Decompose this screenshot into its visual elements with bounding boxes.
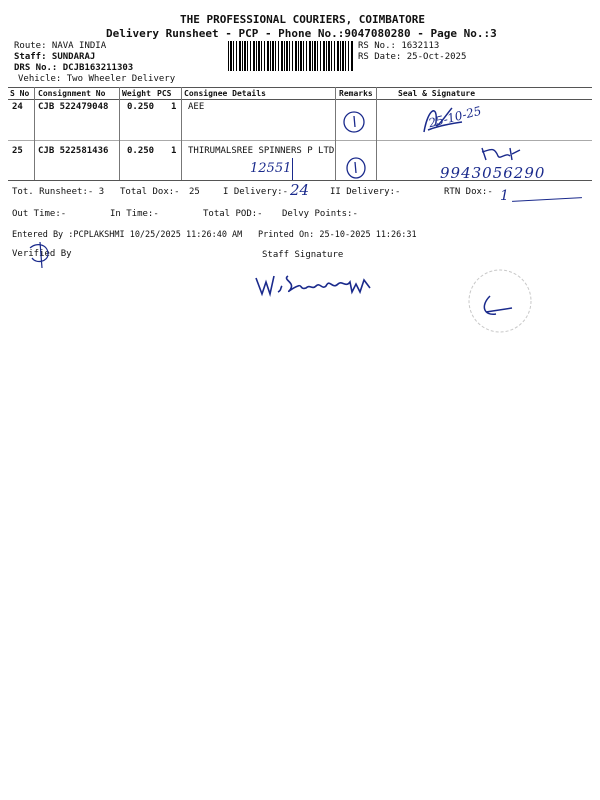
row-sno: 25 [12, 146, 23, 156]
row-sno: 24 [12, 102, 23, 112]
staff-label: Staff: SUNDARAJ [14, 52, 96, 62]
company-title: THE PROFESSIONAL COURIERS, COIMBATORE [180, 13, 426, 26]
handwritten-date: 25-10-25 [427, 103, 483, 131]
row-consignment: CJB 522581436 [38, 146, 109, 156]
col-header-signature: Seal & Signature [398, 89, 476, 98]
table-top-border [8, 87, 592, 88]
col-divider [34, 87, 35, 180]
staff-signature-label: Staff Signature [262, 250, 344, 260]
col-divider [119, 87, 120, 180]
row-consignee: AEE [188, 102, 205, 112]
total-dox-value: 25 [189, 187, 200, 197]
verified-by-label: Verified By [12, 249, 72, 259]
handwritten-i-delivery: 24 [290, 181, 310, 199]
handwritten-phone: 9943056290 [440, 164, 546, 182]
entered-by: Entered By :PCPLAKSHMI 10/25/2025 11:26:40 AM [12, 230, 243, 240]
col-header-weight: Weight [122, 89, 151, 98]
runsheet-subtitle: Delivery Runsheet - PCP - Phone No.:9047080280 - Page No.:3 [106, 27, 497, 40]
signature-scribble [478, 142, 528, 164]
drs-number: DRS No.: DCJB163211303 [14, 63, 134, 73]
row-weight: 0.250 [127, 102, 155, 112]
rs-number: RS No.: 1632113 [358, 41, 440, 51]
handwritten-stroke [512, 197, 582, 202]
col-header-pcs: PCS [157, 89, 172, 98]
total-dox-label: Total Dox:- [120, 187, 180, 197]
handwritten-receipt: 12551 [250, 161, 292, 176]
staff-signature-scribble [252, 266, 382, 300]
verifier-mark-icon [22, 238, 58, 270]
out-time-label: Out Time:- [12, 209, 67, 219]
col-divider [376, 87, 377, 180]
row-weight: 0.250 [127, 146, 155, 156]
stamp-seal-icon [460, 266, 540, 336]
col-divider [181, 87, 182, 180]
in-time-label: In Time:- [110, 209, 159, 219]
total-pod-label: Total POD:- [203, 209, 263, 219]
vehicle-label: Vehicle: Two Wheeler Delivery [18, 74, 176, 84]
table-header-border [8, 99, 592, 100]
remark-mark-icon [340, 108, 370, 136]
remark-mark-icon [342, 155, 372, 181]
row-consignee: THIRUMALSREE SPINNERS P LTD [188, 146, 335, 156]
row-consignment: CJB 522479048 [38, 102, 109, 112]
printed-on: Printed On: 25-10-2025 11:26:31 [258, 230, 417, 240]
handwritten-rtn: 1 [500, 188, 509, 204]
row-divider [8, 140, 592, 141]
col-divider [335, 87, 336, 180]
i-delivery-label: I Delivery:- [223, 187, 289, 197]
row-pcs: 1 [171, 102, 177, 112]
col-header-sno: S No [10, 89, 30, 98]
handwritten-stroke [292, 158, 293, 180]
delvy-points-label: Delvy Points:- [282, 209, 358, 219]
rs-date: RS Date: 25-Oct-2025 [358, 52, 467, 62]
col-header-consignment: Consignment No [38, 89, 106, 98]
barcode-image [228, 41, 354, 71]
total-runsheet: Tot. Runsheet:- 3 [12, 187, 105, 197]
rtn-dox-label: RTN Dox:- [444, 187, 493, 197]
row-pcs: 1 [171, 146, 177, 156]
col-header-remarks: Remarks [339, 89, 373, 98]
route-label: Route: NAVA INDIA [14, 41, 107, 51]
col-header-consignee: Consignee Details [184, 89, 266, 98]
ii-delivery-label: II Delivery:- [330, 187, 401, 197]
